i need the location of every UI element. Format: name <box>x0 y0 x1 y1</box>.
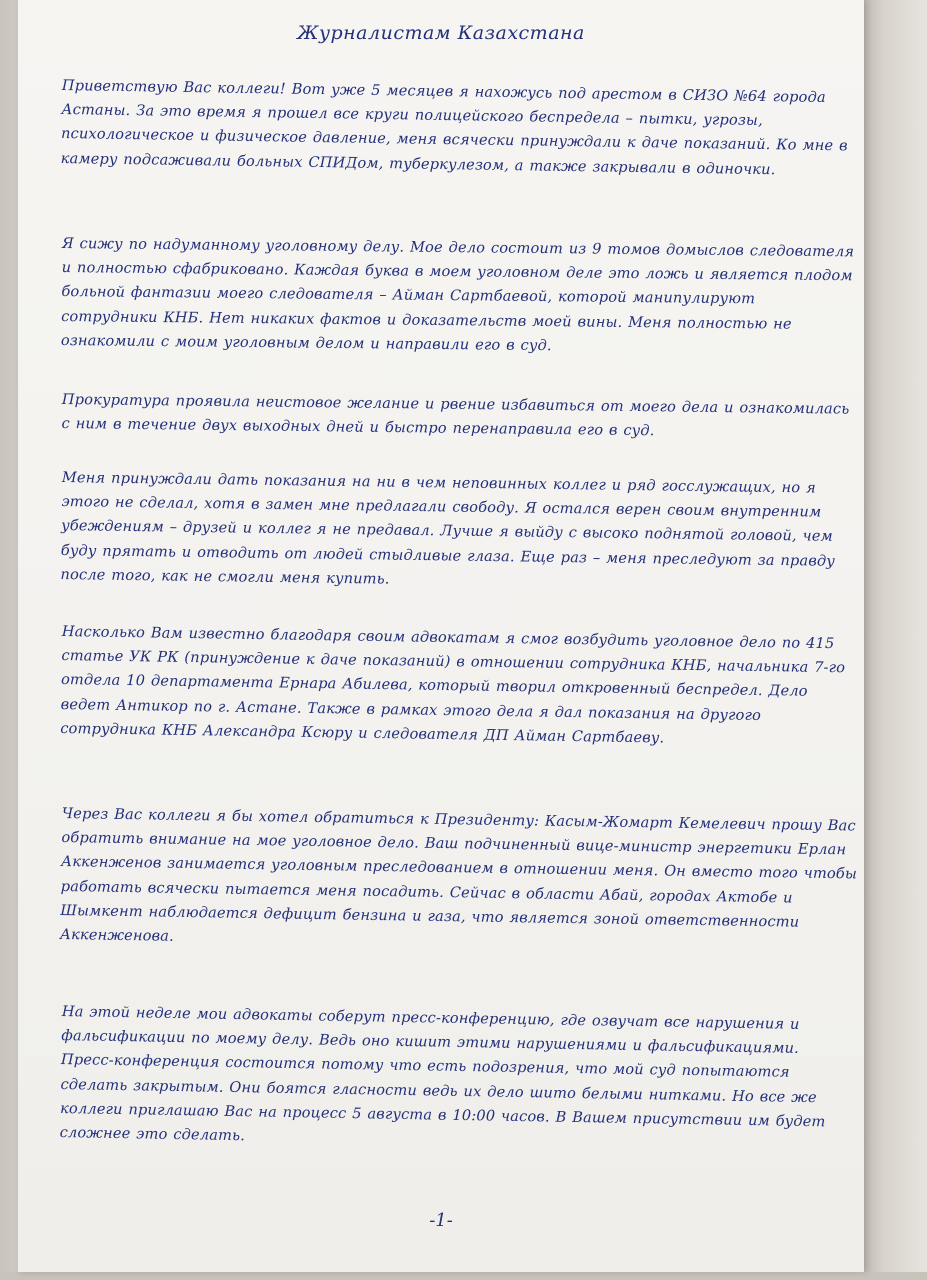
letter-paragraph-3: Прокуратура проявила неистовое желание и рвение избавиться от моего дела и ознакомилась с ним в течение двух выходных дней и быстро перенаправила его в суд. <box>61 390 850 440</box>
handwritten-letter-sheet <box>18 0 864 1272</box>
letter-paragraph-6: Через Вас коллеги я бы хотел обратиться к Президенту: Касым-Жомарт Кемелевич прошу Вас обратить внимание на мое уголовное дело. Ваш подчиненный вице-министр энергетики Ерлан Аккенженов занимается уголовным преследованием в отношении меня. Он вместо того чтобы работать всячески пытается меня посадить. Сейчас в области Абай, городах Актобе и Шымкент наблюдается дефицит бензина и газа, что является зоной ответственности Аккенженова. <box>59 804 858 945</box>
letter-title: Журналистам Казахстана <box>297 22 585 44</box>
letter-paragraph-1: Приветствую Вас коллеги! Вот уже 5 месяцев я нахожусь под арестом в СИЗО №64 города Астаны. За это время я прошел все круги полицейского беспредела – пытки, угрозы, психологическое и физическое давление, меня всячески принуждали к даче показаний. Ко мне в камеру подсаживали больных СПИДом, туберкулезом, а также закрывали в одиночки. <box>60 76 848 178</box>
letter-paragraph-4: Меня принуждали дать показания на ни в чем неповинных коллег и ряд госслужащих, но я этого не сделал, хотя в замен мне предлагали свободу. Я остался верен своим внутренним убеждениям – друзей и коллег я не предавал. Лучше я выйду с высоко поднятой головой, чем буду прятать и отводить от людей стыдливые глаза. Еще раз – меня преследуют за правду после того, как не смогли меня купить. <box>60 468 836 588</box>
letter-paragraph-2: Я сижу по надуманному уголовному делу. Мое дело состоит из 9 томов домыслов следователя и полностью сфабриковано. Каждая буква в моем уголовном деле это ложь и является плодом больной фантазии моего следователя – Айман Сартбаевой, которой манипулируют сотрудники КНБ. Нет никаких фактов и доказательств моей вины. Меня полностью не ознакомили с моим уголовным делом и направили его в суд. <box>60 234 855 354</box>
table-edge <box>864 0 927 1280</box>
letter-paragraph-7: На этой неделе мои адвокаты соберут пресс-конференцию, где озвучат все нарушения и фальсификации по моему делу. Ведь оно кишит этими нарушениями и фальсификациями. Пресс-конференция состоится потому что есть подозрения, что мой суд попытаются сделать закрытым. Они боятся гласности ведь их дело шито белыми нитками. Но все же коллеги приглашаю Вас на процесс 5 августа в 10:00 часов. В Вашем присутствии им будет сложнее это сделать. <box>59 1002 826 1145</box>
letter-paragraph-5: Насколько Вам известно благодаря своим адвокатам я смог возбудить уголовное дело по 415 статье УК РК (принуждение к даче показаний) в отношении сотрудника КНБ, начальника 7-го отдела 10 департамента Ернара Абилева, который творил откровенный беспредел. Дело ведет Антикор по г. Астане. Также в рамках этого дела я дал показания на другого сотрудника КНБ Александра Ксюру и следователя ДП Айман Сартбаеву. <box>60 622 846 747</box>
page-number: -1- <box>429 1210 453 1231</box>
table-edge-bottom <box>0 1272 927 1280</box>
